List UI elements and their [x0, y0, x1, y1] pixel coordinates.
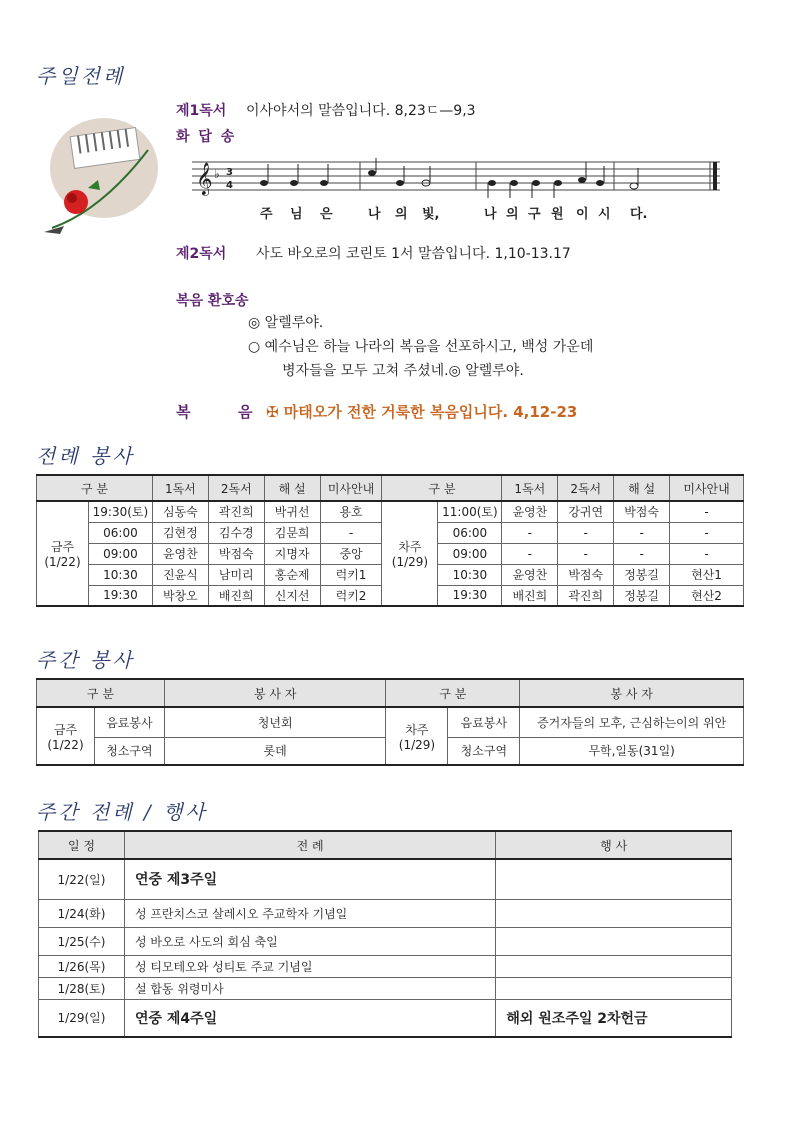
next-week-cell	[382, 501, 438, 606]
cell: 19:30(토)	[88, 501, 152, 522]
acclamation-line1: ◎ 알렐루야.	[248, 315, 324, 331]
acclamation-label: 복음 환호송	[176, 293, 249, 309]
event-date: 1/29(일)	[39, 999, 125, 1037]
cell: 박점숙	[614, 501, 670, 522]
svg-text:4: 4	[226, 180, 233, 191]
acclamation-line3: 병자들을 모두 고쳐 주셨네.◎ 알렐루야.	[282, 363, 524, 379]
next-week-label: 차주	[405, 722, 429, 737]
table-row	[37, 707, 744, 737]
svg-text:𝄞: 𝄞	[196, 162, 213, 195]
event-activity	[496, 859, 732, 899]
section-title-ministry: 전례 봉사	[36, 444, 135, 468]
events-header-row	[39, 831, 732, 859]
event-activity	[496, 899, 732, 927]
cell: 06:00	[88, 522, 152, 543]
cell: 19:30	[88, 585, 152, 606]
svg-text:♭: ♭	[214, 167, 220, 181]
lyric: 은	[320, 207, 333, 222]
cell: 06:00	[438, 522, 502, 543]
next-week-date: (1/29)	[391, 555, 429, 569]
cell: 09:00	[438, 543, 502, 564]
cell: 럭키1	[320, 564, 382, 585]
cell: 중앙	[320, 543, 382, 564]
cell: 용호	[320, 501, 382, 522]
this-week-label: 금주	[50, 540, 75, 554]
svg-text:3: 3	[226, 167, 233, 178]
event-date: 1/22(일)	[39, 859, 125, 899]
next-week-cell	[386, 707, 448, 765]
cell: 김수경	[208, 522, 264, 543]
ministry-header: 구 분	[37, 475, 153, 501]
cell: 박귀선	[264, 501, 320, 522]
weekly-header-row	[37, 679, 744, 707]
cell: 배진희	[502, 585, 558, 606]
event-activity	[496, 955, 732, 977]
event-liturgy: 성 프란치스코 살레시오 주교학자 기념일	[124, 899, 495, 927]
ministry-table	[36, 474, 744, 607]
table-row	[39, 859, 732, 899]
cell: 청소구역	[448, 737, 520, 765]
cell: 19:30	[438, 585, 502, 606]
cell: 정봉길	[614, 564, 670, 585]
events-header: 일 정	[39, 831, 125, 859]
cell: 김문희	[264, 522, 320, 543]
lyric: 나	[484, 207, 497, 222]
event-date: 1/28(토)	[39, 977, 125, 999]
cell: 현산2	[670, 585, 744, 606]
cell: 10:30	[438, 564, 502, 585]
weekly-service-table	[36, 678, 744, 766]
cell: 청년회	[164, 707, 386, 737]
cell: 지명자	[264, 543, 320, 564]
ministry-header: 1독서	[152, 475, 208, 501]
event-liturgy: 설 합동 위령미사	[124, 977, 495, 999]
weekly-header: 봉 사 자	[520, 679, 744, 707]
table-row	[39, 927, 732, 955]
ministry-header: 해 설	[614, 475, 670, 501]
cell: -	[558, 543, 614, 564]
lyric: 이	[576, 207, 589, 222]
event-liturgy: 성 바오로 사도의 회심 축일	[124, 927, 495, 955]
cell: 정봉길	[614, 585, 670, 606]
cell: -	[614, 543, 670, 564]
psalm-label: 화 답 송	[176, 129, 237, 145]
cell: -	[558, 522, 614, 543]
event-liturgy: 연중 제3주일	[124, 859, 495, 899]
section-title-events: 주간 전례 / 행사	[36, 800, 208, 824]
ministry-header: 해 설	[264, 475, 320, 501]
cell: 남미리	[208, 564, 264, 585]
gospel-label-2: 음	[238, 403, 253, 421]
next-week-label: 차주	[398, 540, 422, 554]
cell: 곽진희	[558, 585, 614, 606]
lyric: 다.	[630, 207, 648, 222]
lyric: 님	[290, 207, 303, 222]
section-title-sunday: 주일전례	[36, 64, 126, 88]
cell: 음료봉사	[94, 707, 164, 737]
lyric: 원	[551, 207, 564, 222]
ministry-header-row	[37, 475, 744, 501]
cell: -	[502, 543, 558, 564]
next-week-date: (1/29)	[398, 737, 436, 752]
cell: 롯데	[164, 737, 386, 765]
event-liturgy: 연중 제4주일	[124, 999, 495, 1037]
event-activity	[496, 927, 732, 955]
ministry-header: 1독서	[502, 475, 558, 501]
table-row	[39, 977, 732, 999]
lyric: 의	[395, 207, 408, 222]
cell: 김현정	[152, 522, 208, 543]
reading2-text: 사도 바오로의 코린토 1서 말씀입니다. 1,10-13.17	[256, 246, 571, 262]
cell: 윤영찬	[502, 501, 558, 522]
cell: 윤영찬	[152, 543, 208, 564]
cell: 윤영찬	[502, 564, 558, 585]
event-date: 1/24(화)	[39, 899, 125, 927]
psalm-music-staff	[192, 158, 722, 198]
cell: 청소구역	[94, 737, 164, 765]
cell: 증거자들의 모후, 근심하는이의 위안	[520, 707, 744, 737]
cell: -	[670, 543, 744, 564]
cell: -	[670, 522, 744, 543]
ministry-header: 구 분	[382, 475, 502, 501]
this-week-date: (1/22)	[44, 555, 81, 569]
cell: 심동숙	[152, 501, 208, 522]
lyric: 나	[368, 207, 381, 222]
cell: 배진희	[208, 585, 264, 606]
lyric: 주	[260, 207, 273, 222]
cell: 박창오	[152, 585, 208, 606]
this-week-cell	[37, 707, 95, 765]
event-activity: 해외 원조주일 2차헌금	[496, 999, 732, 1037]
table-row	[39, 955, 732, 977]
cell: 10:30	[88, 564, 152, 585]
cell: -	[670, 501, 744, 522]
cell: 강귀연	[558, 501, 614, 522]
acclamation-line2: ○ 예수님은 하늘 나라의 복음을 선포하시고, 백성 가운데	[248, 339, 594, 355]
events-table	[38, 830, 732, 1038]
event-liturgy: 성 티모테오와 성티토 주교 기념일	[124, 955, 495, 977]
cell: 진윤식	[152, 564, 208, 585]
event-date: 1/25(수)	[39, 927, 125, 955]
ministry-header: 2독서	[208, 475, 264, 501]
weekly-header: 구 분	[386, 679, 520, 707]
cell: 박점숙	[558, 564, 614, 585]
cell: -	[502, 522, 558, 543]
section-title-weekly: 주간 봉사	[36, 648, 135, 672]
weekly-header: 봉 사 자	[164, 679, 386, 707]
cell: 홍순제	[264, 564, 320, 585]
cell: 박점숙	[208, 543, 264, 564]
events-header: 전 례	[124, 831, 495, 859]
this-week-label: 금주	[53, 722, 78, 737]
reading2-label: 제2독서	[176, 246, 227, 262]
lyric: 시	[598, 207, 611, 222]
cell: 곽진희	[208, 501, 264, 522]
cell: -	[614, 522, 670, 543]
gospel-text: ✠ 마태오가 전한 거룩한 복음입니다. 4,12-23	[266, 403, 578, 421]
cell: 럭키2	[320, 585, 382, 606]
table-row	[39, 899, 732, 927]
cell: 신지선	[264, 585, 320, 606]
ministry-header: 미사안내	[320, 475, 382, 501]
ministry-header: 미사안내	[670, 475, 744, 501]
cell: 09:00	[88, 543, 152, 564]
weekly-header: 구 분	[37, 679, 165, 707]
event-activity	[496, 977, 732, 999]
ministry-header: 2독서	[558, 475, 614, 501]
event-date: 1/26(목)	[39, 955, 125, 977]
reading1-text: 이사야서의 말씀입니다. 8,23ㄷ—9,3	[246, 103, 476, 119]
piano-rose-illustration	[42, 110, 160, 238]
this-week-cell	[37, 501, 89, 606]
gospel-label-1: 복	[176, 403, 191, 421]
events-header: 행 사	[496, 831, 732, 859]
this-week-date: (1/22)	[47, 737, 84, 752]
reading1-label: 제1독서	[176, 103, 227, 119]
lyric: 의	[506, 207, 519, 222]
cell: 11:00(토)	[438, 501, 502, 522]
cell: 현산1	[670, 564, 744, 585]
cell: -	[320, 522, 382, 543]
table-row	[39, 999, 732, 1037]
cell: 음료봉사	[448, 707, 520, 737]
table-row	[37, 501, 744, 522]
lyric: 구	[528, 207, 541, 222]
cell: 무학,일동(31일)	[520, 737, 744, 765]
lyric: 빛,	[422, 207, 440, 222]
